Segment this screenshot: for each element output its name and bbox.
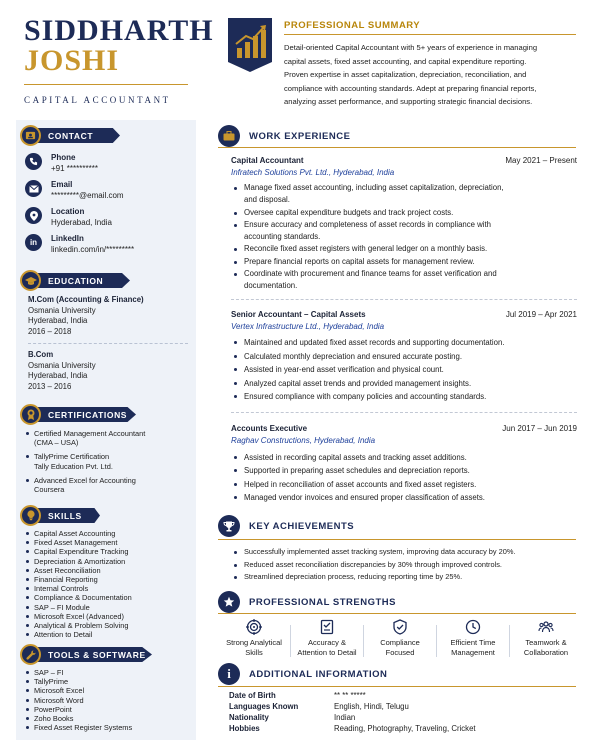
info-key: Hobbies <box>229 724 260 733</box>
graduation-cap-icon <box>20 270 41 291</box>
team-icon <box>538 619 554 635</box>
list-item: Calculated monthly depreciation and ensured accurate posting. <box>232 350 562 364</box>
job-divider <box>231 412 577 413</box>
strength-teamwork: Teamwork & Collaboration <box>511 619 581 658</box>
education-entry-1: M.Com (Accounting & Finance) Osmania University Hyderabad, India 2016 – 2018 <box>28 295 144 336</box>
skills-heading: SKILLS <box>20 507 100 524</box>
target-icon <box>246 619 262 635</box>
job-title: Accounts Executive <box>231 424 308 433</box>
list-item: Advanced Excel for Accounting Coursera <box>24 476 192 494</box>
job-divider <box>231 299 577 300</box>
job-bullets <box>232 182 562 293</box>
certifications-list <box>24 429 192 499</box>
list-item: Financial Reporting <box>24 575 192 584</box>
checklist-icon <box>319 619 335 635</box>
job-bullets <box>232 336 562 404</box>
education-entry-2: B.Com Osmania University Hyderabad, India 2013 – 2016 <box>28 350 96 391</box>
list-item: TallyPrime Certification Tally Education Pvt. Ltd. <box>24 452 192 470</box>
tools-list <box>24 668 192 732</box>
strength-time: Efficient Time Management <box>438 619 508 658</box>
wrench-icon <box>20 644 41 665</box>
list-item: TallyPrime <box>24 677 192 686</box>
strength-accuracy: Accuracy & Attention to Detail <box>292 619 362 658</box>
summary-text: Detail-oriented Capital Accountant with 5+ years of experience in managing capital assets, fixed asset accounting, and capital expenditure reporting. Proven expertise in asset capitalization, depreciation, reconciliation, and compliance with accounting standards. Adept at preparing financial reports, analyzing asset performance, and supporting strategic financial decisions. <box>284 43 538 106</box>
job-title: Capital Accountant <box>231 156 304 165</box>
strengths-divider <box>218 613 576 614</box>
list-item: Certified Management Accountant (CMA – USA) <box>24 429 192 447</box>
job-title: Senior Accountant – Capital Assets <box>231 310 366 319</box>
education-heading: EDUCATION <box>20 272 130 289</box>
list-item: Maintained and updated fixed asset records and supporting documentation. <box>232 336 562 350</box>
list-item: Helped in reconciliation of asset accounts and fixed asset registers. <box>232 478 562 491</box>
list-item: Assisted in recording capital assets and tracking asset additions. <box>232 451 562 464</box>
list-item: Microsoft Word <box>24 696 192 705</box>
list-item: Coordinate with procurement and finance teams for asset verification and documentation. <box>232 268 562 293</box>
name-divider <box>24 84 188 85</box>
growth-chart-badge-icon <box>228 18 272 72</box>
info-key: Languages Known <box>229 702 299 711</box>
last-name: JOSHI <box>24 44 120 77</box>
certifications-heading: CERTIFICATIONS <box>20 406 134 423</box>
tools-heading: TOOLS & SOFTWARE <box>20 646 150 663</box>
location-icon <box>25 207 42 224</box>
list-item: Managed vendor invoices and ensured proper classification of assets. <box>232 491 562 504</box>
list-item: Supported in preparing asset schedules and depreciation reports. <box>232 464 562 477</box>
list-item: Ensured compliance with company policies and accounting standards. <box>232 390 562 404</box>
list-item: Asset Reconciliation <box>24 566 192 575</box>
list-item: Fixed Asset Management <box>24 538 192 547</box>
briefcase-icon <box>218 125 240 147</box>
phone-icon <box>25 153 42 170</box>
strength-divider <box>290 625 291 657</box>
job-role: CAPITAL ACCOUNTANT <box>24 95 171 105</box>
list-item: Compliance & Documentation <box>24 593 192 602</box>
job-company: Infratech Solutions Pvt. Ltd., Hyderabad, India <box>231 168 395 177</box>
contact-label-email: Email <box>51 180 73 189</box>
contact-card-icon <box>20 125 41 146</box>
strength-divider <box>363 625 364 657</box>
job-bullets <box>232 451 562 504</box>
job-dates: Jun 2017 – Jun 2019 <box>502 424 577 433</box>
contact-value-phone: +91 ********** <box>51 164 98 173</box>
strength-divider <box>509 625 510 657</box>
list-item: PowerPoint <box>24 705 192 714</box>
mail-icon <box>25 180 42 197</box>
contact-value-email: *********@email.com <box>51 191 124 200</box>
list-item: Attention to Detail <box>24 630 192 639</box>
linkedin-icon: in <box>25 234 42 251</box>
info-key: Date of Birth <box>229 691 276 700</box>
list-item: Successfully implemented asset tracking system, improving data accuracy by 20%. <box>232 546 572 559</box>
strength-compliance: Compliance Focused <box>365 619 435 658</box>
contact-label-linkedin[interactable]: LinkedIn <box>51 234 84 243</box>
list-item: Oversee capital expenditure budgets and track project costs. <box>232 207 562 219</box>
additional-info-divider <box>218 686 576 687</box>
strength-divider <box>436 625 437 657</box>
certificate-ribbon-icon <box>20 404 41 425</box>
first-name: SIDDHARTH <box>24 14 214 47</box>
contact-label-phone: Phone <box>51 153 76 162</box>
info-icon: i <box>218 663 240 685</box>
list-item: Fixed Asset Register Systems <box>24 723 192 732</box>
summary-title: PROFESSIONAL SUMMARY <box>284 20 421 31</box>
list-item: Manage fixed asset accounting, including asset capitalization, depreciation, and disposal. <box>232 182 562 207</box>
star-icon <box>218 591 240 613</box>
info-value: Reading, Photography, Traveling, Cricket <box>334 724 476 733</box>
job-dates: May 2021 – Present <box>505 156 577 165</box>
list-item: SAP – FI Module <box>24 603 192 612</box>
job-company: Raghav Constructions, Hyderabad, India <box>231 436 376 445</box>
contact-heading: CONTACT <box>20 127 120 144</box>
list-item: Reconcile fixed asset registers with general ledger on a monthly basis. <box>232 243 562 255</box>
list-item: Analytical & Problem Solving <box>24 621 192 630</box>
strength-analytical: Strong Analytical Skills <box>219 619 289 658</box>
skills-list <box>24 529 192 639</box>
list-item: SAP – FI <box>24 668 192 677</box>
contact-value-location: Hyderabad, India <box>51 218 112 227</box>
list-item: Depreciation & Amortization <box>24 557 192 566</box>
list-item: Microsoft Excel (Advanced) <box>24 612 192 621</box>
list-item: Ensure accuracy and completeness of asset records in compliance with accounting standards. <box>232 219 562 244</box>
list-item: Reduced asset reconciliation discrepancies by 30% through improved controls. <box>232 559 572 572</box>
education-divider <box>28 343 188 344</box>
lightbulb-icon <box>20 505 41 526</box>
list-item: Capital Expenditure Tracking <box>24 547 192 556</box>
info-key: Nationality <box>229 713 269 722</box>
list-item: Zoho Books <box>24 714 192 723</box>
list-item: Internal Controls <box>24 584 192 593</box>
summary-divider <box>284 34 576 35</box>
trophy-icon <box>218 515 240 537</box>
achievements-divider <box>218 539 576 540</box>
list-item: Prepare financial reports on capital assets for management review. <box>232 256 562 268</box>
contact-label-location: Location <box>51 207 85 216</box>
list-item: Analyzed capital asset trends and provided management insights. <box>232 377 562 391</box>
job-company: Vertex Infrastructure Ltd., Hyderabad, India <box>231 322 385 331</box>
achievements-list <box>232 546 572 584</box>
contact-value-linkedin[interactable]: linkedin.com/in/********* <box>51 245 135 254</box>
work-experience-divider <box>218 147 576 148</box>
list-item: Streamlined depreciation process, reducing reporting time by 25%. <box>232 571 572 584</box>
shield-check-icon <box>392 619 408 635</box>
info-value: English, Hindi, Telugu <box>334 702 409 711</box>
list-item: Capital Asset Accounting <box>24 529 192 538</box>
list-item: Microsoft Excel <box>24 686 192 695</box>
list-item: Assisted in year-end asset verification and physical count. <box>232 363 562 377</box>
job-dates: Jul 2019 – Apr 2021 <box>505 310 577 319</box>
info-value: Indian <box>334 713 356 722</box>
clock-icon <box>465 619 481 635</box>
info-value: ** ** ***** <box>334 691 366 700</box>
